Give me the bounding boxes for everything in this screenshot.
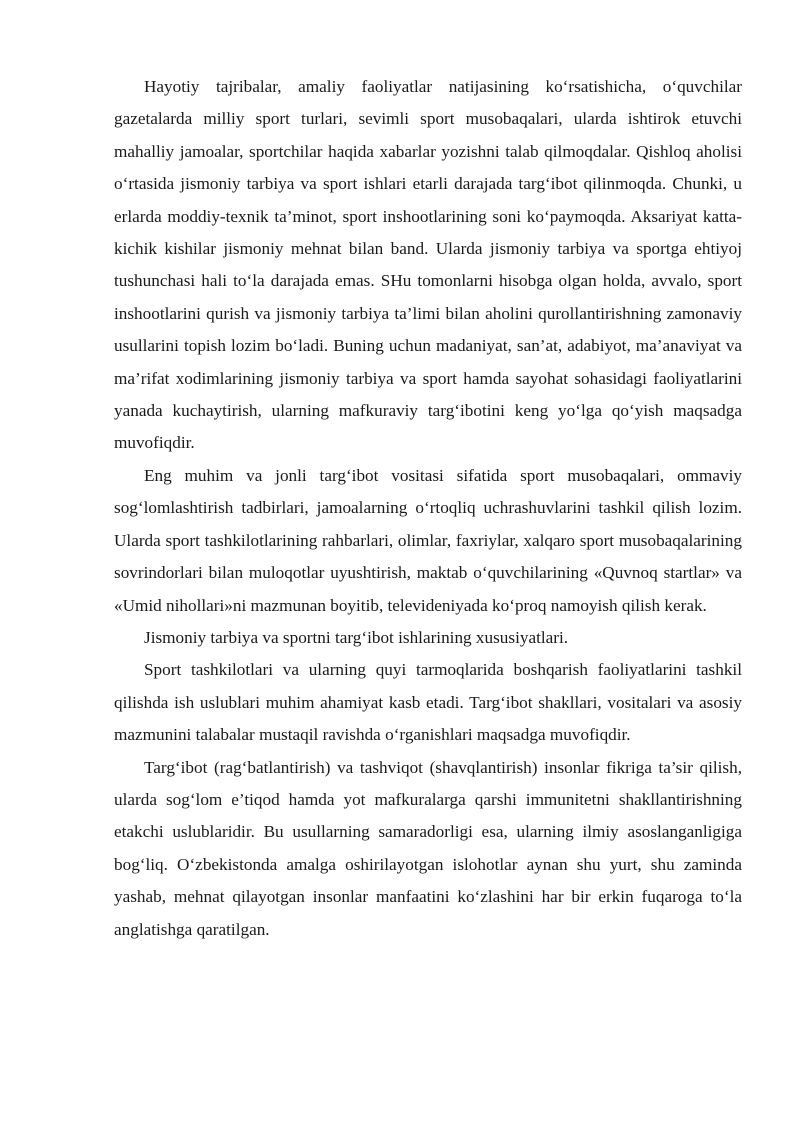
document-page <box>114 71 742 946</box>
paragraph-promotion-means: Eng muhim va jonli targ‘ibot vositasi sifatida sport musobaqalari, ommaviy sog‘lomlashtirish tadbirlari, jamoalarning o‘rtoqliq uchrashuvlarini tashkil qilish lozim. Ularda sport tashkilotlarining rahbarlari, olimlar, faxriylar, xalqaro sport musobaqalarining sovrindorlari bilan muloqotlar uyushtirish, maktab o‘quvchilarining «Quvnoq startlar» va «Umid nihollari»ni mazmunan boyitib, televideniyada ko‘proq namoyish qilish kerak. <box>114 465 742 615</box>
paragraph-management-methods: Sport tashkilotlari va ularning quyi tarmoqlarida boshqarish faoliyatlarini tashkil qilishda ish uslublari muhim ahamiyat kasb etadi. Targ‘ibot shakllari, vositalari va asosiy mazmunini talabalar mustaqil ravishda o‘rganishlari maqsadga muvofiqdir. <box>114 660 742 745</box>
paragraph-propaganda-agitation: Targ‘ibot (rag‘batlantirish) va tashviqot (shavqlantirish) insonlar fikriga ta’sir qilish, ularda sog‘lom e’tiqod hamda yot mafkuralarga qarshi immunitetni shakllantirishning etakchi uslublaridir. Bu usullarning samaradorligi esa, ularning ilmiy asoslanganligiga bog‘liq. O‘zbekistonda amalga oshirilayotgan islohotlar aynan shu yurt, shu zaminda yashab, mehnat qilayotgan insonlar manfaatini ko‘zlashini har bir erkin fuqaroga to‘la anglatishga qaratilgan. <box>114 757 742 939</box>
paragraph-sport-news-demand: Hayotiy tajribalar, amaliy faoliyatlar natijasining ko‘rsatishicha, o‘quvchilar gazetalarda milliy sport turlari, sevimli sport musobaqalari, ularda ishtirok etuvchi mahalliy jamoalar, sportchilar haqida xabarlar yozishni talab qilmoqdalar. Qishloq aholisi o‘rtasida jismoniy tarbiya va sport ishlari etarli darajada targ‘ibot qilinmoqda. Chunki, u erlarda moddiy-texnik ta’minot, sport inshootlarining soni ko‘paymoqda. Aksariyat katta-kichik kishilar jismoniy mehnat bilan band. Ularda jismoniy tarbiya va sportga ehtiyoj tushunchasi hali to‘la darajada emas. SHu tomonlarni hisobga olgan holda, avvalo, sport inshootlarini qurish va jismoniy tarbiya ta’limi bilan aholini qurollantirishning zamonaviy usullarini topish lozim bo‘ladi. Buning uchun madaniyat, san’at, adabiyot, ma’anaviyat va ma’rifat xodimlarining jismoniy tarbiya va sport hamda sayohat sohasidagi faoliyatlarini yanada kuchaytirish, ularning mafkuraviy targ‘ibotini keng yo‘lga qo‘yish maqsadga muvofiqdir. <box>114 77 742 453</box>
paragraph-section-heading: Jismoniy tarbiya va sportni targ‘ibot ishlarining xususiyatlari. <box>144 627 569 647</box>
